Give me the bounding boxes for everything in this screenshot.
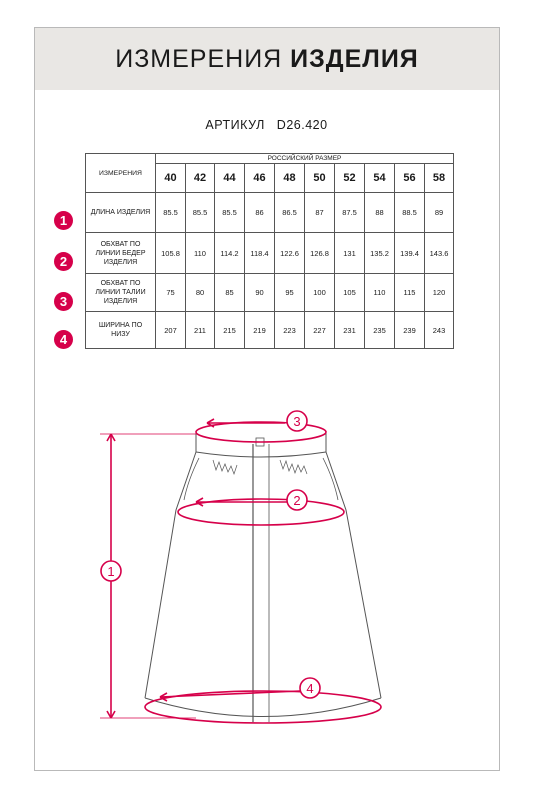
table-cell: 143.6: [425, 233, 454, 274]
marker-1: [101, 561, 121, 581]
table-cell: 131: [335, 233, 365, 274]
table-cell: 243: [425, 312, 454, 349]
table-cell: 86: [245, 193, 275, 233]
table-cell: 118.4: [245, 233, 275, 274]
article-code: D26.420: [276, 118, 328, 132]
table-cell: 90: [245, 274, 275, 312]
marker-4: [300, 678, 320, 698]
size-header: 40: [156, 164, 186, 193]
skirt-outline: [145, 432, 381, 722]
row-label: ДЛИНА ИЗДЕЛИЯ: [86, 193, 156, 233]
row-badge-4: 4: [54, 330, 73, 349]
table-cell: 100: [305, 274, 335, 312]
table-cell: 227: [305, 312, 335, 349]
table-cell: 207: [156, 312, 186, 349]
marker-1-label: 1: [107, 564, 115, 579]
table-cell: 139.4: [395, 233, 425, 274]
row-label: ОБХВАТ ПО ЛИНИИ БЕДЕР ИЗДЕЛИЯ: [86, 233, 156, 274]
row-badge-1: 1: [54, 211, 73, 230]
table-cell: 85.5: [215, 193, 245, 233]
table-cell: 105: [335, 274, 365, 312]
size-header: 48: [275, 164, 305, 193]
row-badge-2: 2: [54, 252, 73, 271]
table-cell: 105.8: [156, 233, 186, 274]
size-header: 52: [335, 164, 365, 193]
table-cell: 135.2: [365, 233, 395, 274]
row-badge-3: 3: [54, 292, 73, 311]
table-cell: 85: [215, 274, 245, 312]
article-label: АРТИКУЛ: [205, 118, 265, 132]
row-label: ШИРИНА ПО НИЗУ: [86, 312, 156, 349]
table-cell: 115: [395, 274, 425, 312]
table-cell: 219: [245, 312, 275, 349]
table-cell: 89: [425, 193, 454, 233]
table-cell: 75: [156, 274, 186, 312]
size-header: 44: [215, 164, 245, 193]
row-label: ОБХВАТ ПО ЛИНИИ ТАЛИИ ИЗДЕЛИЯ: [86, 274, 156, 312]
table-cell: 110: [365, 274, 395, 312]
table-cell: 85.5: [186, 193, 215, 233]
table-cell: 87.5: [335, 193, 365, 233]
size-header: 46: [245, 164, 275, 193]
table-cell: 215: [215, 312, 245, 349]
size-header: 50: [305, 164, 335, 193]
table-cell: 80: [186, 274, 215, 312]
table-cell: 126.8: [305, 233, 335, 274]
table-cell: 110: [186, 233, 215, 274]
size-header: 54: [365, 164, 395, 193]
marker-2-label: 2: [293, 493, 301, 508]
table-cell: 211: [186, 312, 215, 349]
table-cell: 88: [365, 193, 395, 233]
table-cell: 88.5: [395, 193, 425, 233]
hip-measure: [178, 498, 344, 525]
marker-3-label: 3: [293, 414, 301, 429]
title-light: ИЗМЕРЕНИЯ: [115, 44, 283, 73]
table-cell: 223: [275, 312, 305, 349]
marker-2: [287, 490, 307, 510]
marker-3: [287, 411, 307, 431]
table-cell: 120: [425, 274, 454, 312]
table-cell: 122.6: [275, 233, 305, 274]
size-group-header: РОССИЙСКИЙ РАЗМЕР: [156, 154, 454, 164]
marker-4-label: 4: [306, 681, 314, 696]
measurements-header: ИЗМЕРЕНИЯ: [86, 154, 156, 193]
table-cell: 85.5: [156, 193, 186, 233]
size-header: 56: [395, 164, 425, 193]
size-header: 58: [425, 164, 454, 193]
title-bold: ИЗДЕЛИЯ: [290, 44, 419, 73]
table-cell: 114.2: [215, 233, 245, 274]
table-cell: 239: [395, 312, 425, 349]
size-header: 42: [186, 164, 215, 193]
table-cell: 231: [335, 312, 365, 349]
table-cell: 95: [275, 274, 305, 312]
table-cell: 87: [305, 193, 335, 233]
table-cell: 235: [365, 312, 395, 349]
table-cell: 86.5: [275, 193, 305, 233]
